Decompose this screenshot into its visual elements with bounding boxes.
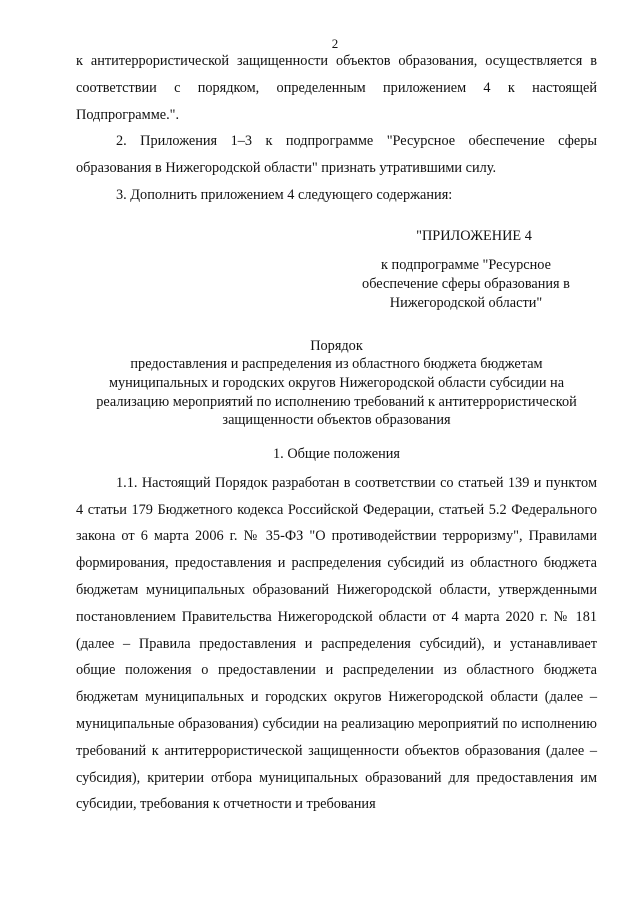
paragraph-1-1: 1.1. Настоящий Порядок разработан в соответствии со статьей 139 и пунктом 4 статьи 179 Бюджетного кодекса Российской Федерации, статьей 5.2 Федерального закона от 6 марта 2006 г. № 35-ФЗ "О противодействии терроризму", Правилами формирования, предоставления и распределения субсидий из областного бюджета бюджетам муниципальных образований Нижегородской области, утвержденными постановлением Правительства Нижегородской области от 4 марта 2020 г. № 181 (далее – Правила предоставления и распределения субсидий), и устанавливает общие положения о предоставлении и распределении из областного бюджета бюджетам муниципальных и городских округов Нижегородской области (далее – муниципальные образования) субсидии на реализацию мероприятий по исполнению требований к антитеррористической защищенности объектов образования (далее – субсидия), критерии отбора муниципальных образований для предоставления им субсидии, требования к отчетности и требования [76, 474, 597, 813]
order-subtitle-line-2: муниципальных и городских округов Нижегородской области субсидии на [108, 374, 565, 391]
document-body [76, 48, 597, 818]
order-title: Порядок [310, 337, 363, 354]
page-number: 2 [331, 36, 339, 51]
section-heading: 1. Общие положения [273, 445, 400, 462]
order-subtitle-line-4: защищенности объектов образования [222, 412, 451, 429]
item-2-paragraph: 2. Приложения 1–3 к подпрограмме "Ресурсное обеспечение сферы образования в Нижегородской области" признать утратившими силу. [76, 133, 597, 177]
appendix-title: "ПРИЛОЖЕНИЕ 4 [416, 227, 532, 244]
appendix-line-1: к подпрограмме "Ресурсное [381, 256, 551, 273]
intro-paragraph: к антитеррористической защищенности объектов образования, осуществляется в соответствии с порядком, определенным приложением 4 к настоящей Подпрограмме.". [76, 53, 597, 123]
order-subtitle-line-1: предоставления и распределения из областного бюджета бюджетам [130, 356, 543, 373]
appendix-header [346, 227, 586, 313]
appendix-line-2: обеспечение сферы образования в [362, 275, 570, 292]
order-subtitle-line-3: реализацию мероприятий по исполнению требований к антитеррористической [96, 393, 577, 410]
appendix-line-3: Нижегородской области" [389, 294, 543, 311]
item-3-paragraph: 3. Дополнить приложением 4 следующего содержания: [116, 186, 453, 203]
order-heading [76, 337, 597, 430]
